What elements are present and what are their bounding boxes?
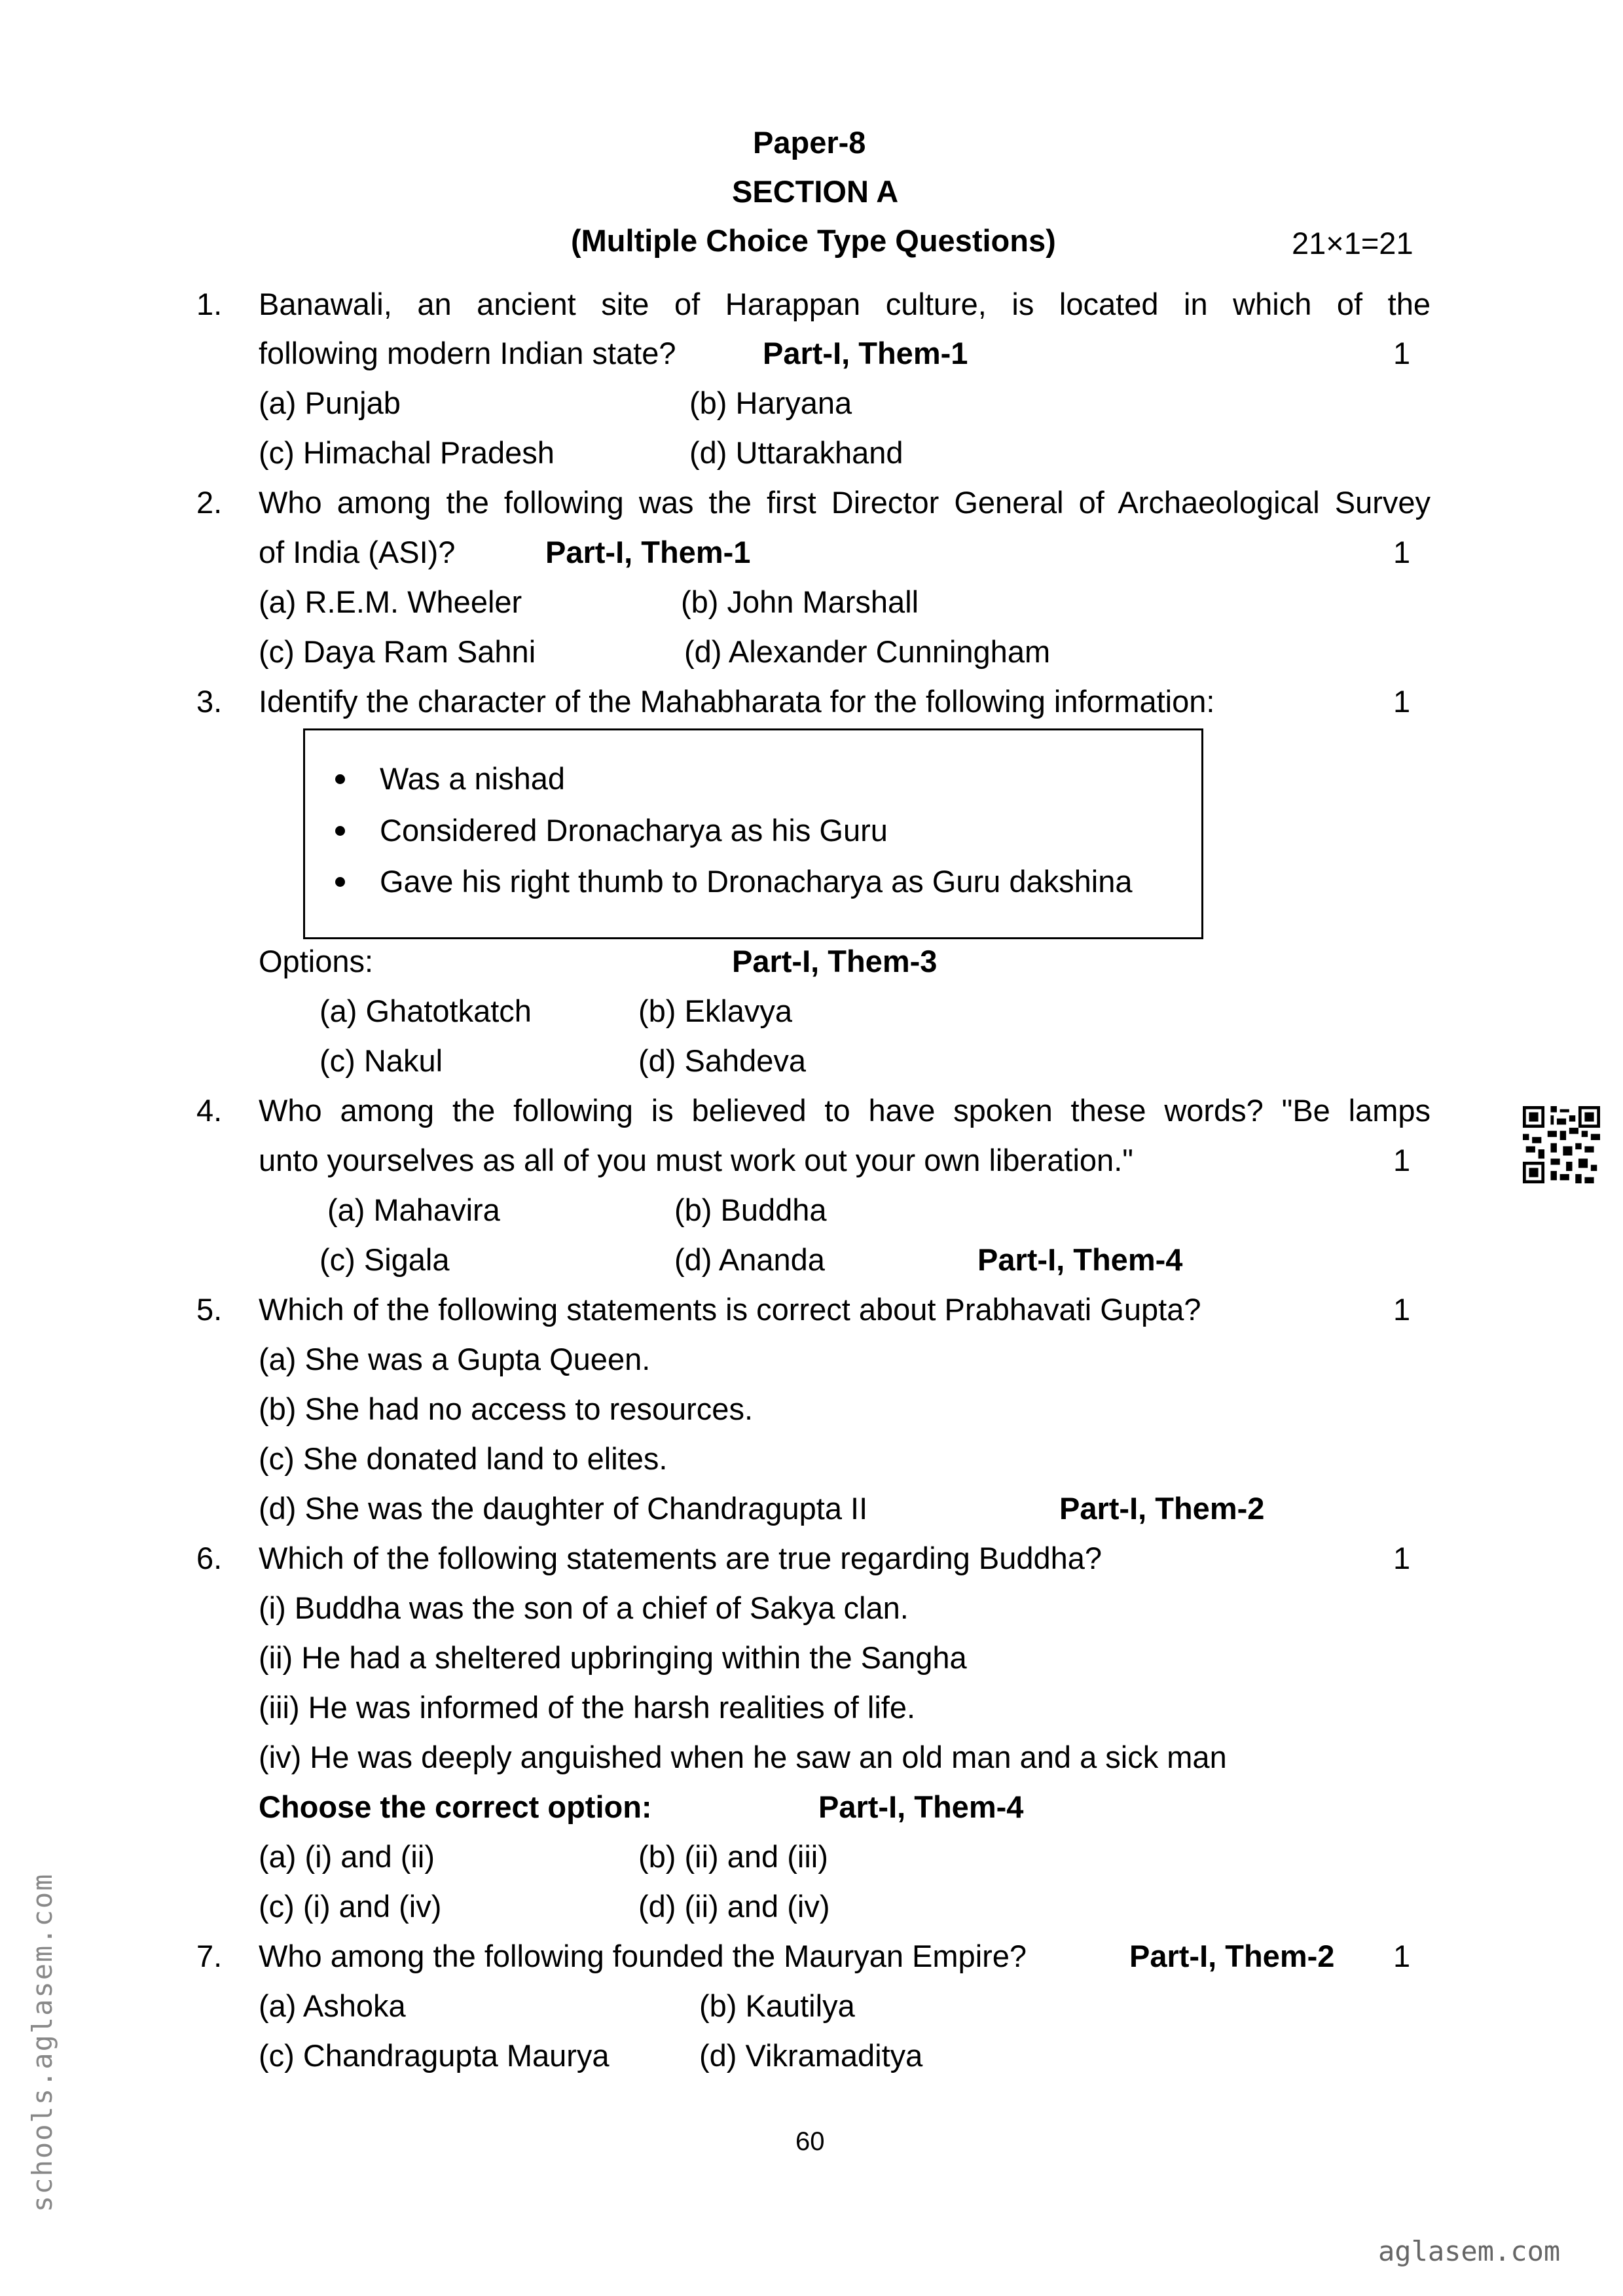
info-item: Was a nishad — [380, 761, 566, 796]
info-item: Considered Dronacharya as his Guru — [380, 813, 888, 848]
option: (b) Haryana — [689, 386, 852, 420]
option: (c) Chandragupta Maurya — [259, 2038, 610, 2073]
question-number: 6. — [196, 1541, 223, 1575]
option: (b) (ii) and (iii) — [638, 1839, 828, 1874]
option: (a) R.E.M. Wheeler — [259, 584, 522, 619]
statement: (iii) He was informed of the harsh realities of life. — [259, 1690, 916, 1725]
option: (a) Ashoka — [259, 1988, 406, 2023]
question-marks: 1 — [1393, 1541, 1411, 1575]
syllabus-ref: Part-I, Them-1 — [545, 535, 751, 569]
question-marks: 1 — [1393, 336, 1411, 370]
option: (a) She was a Gupta Queen. — [259, 1342, 651, 1376]
option: (a) Mahavira — [327, 1193, 500, 1227]
question-marks: 1 — [1393, 535, 1411, 569]
statement: (iv) He was deeply anguished when he saw an old man and a sick man — [259, 1740, 1227, 1774]
question-text: Who among the following was the first Director General of Archaeological Survey — [259, 485, 1431, 520]
bullet — [335, 826, 345, 836]
info-item: Gave his right thumb to Dronacharya as Guru dakshina — [380, 864, 1133, 899]
syllabus-ref: Part-I, Them-4 — [977, 1242, 1183, 1277]
question-number: 4. — [196, 1093, 223, 1128]
option: (c) Daya Ram Sahni — [259, 634, 536, 669]
syllabus-ref: Part-I, Them-4 — [818, 1789, 1024, 1824]
option: (d) She was the daughter of Chandragupta II — [259, 1491, 868, 1526]
option: (d) Vikramaditya — [699, 2038, 923, 2073]
option: (a) Ghatotkatch — [319, 994, 532, 1028]
question-text: following modern Indian state? — [259, 336, 676, 370]
question-text: Identify the character of the Mahabharata for the following information: — [259, 684, 1215, 719]
option: (d) Sahdeva — [638, 1043, 807, 1078]
option: (c) (i) and (iv) — [259, 1889, 442, 1924]
question-text: Which of the following statements is correct about Prabhavati Gupta? — [259, 1292, 1201, 1327]
option: (d) (ii) and (iv) — [638, 1889, 830, 1924]
option: (a) Punjab — [259, 386, 401, 420]
question-marks: 1 — [1393, 1143, 1411, 1177]
total-marks: 21×1=21 — [1292, 226, 1413, 260]
option: (d) Uttarakhand — [689, 435, 903, 470]
question-marks: 1 — [1393, 1939, 1411, 1973]
question-marks: 1 — [1393, 1292, 1411, 1327]
question-text: unto yourselves as all of you must work out your own liberation." — [259, 1143, 1133, 1177]
option: (a) (i) and (ii) — [259, 1839, 435, 1874]
options-label: Options: — [259, 944, 374, 978]
syllabus-ref: Part-I, Them-3 — [732, 944, 938, 978]
question-number: 5. — [196, 1292, 223, 1327]
paper-title: Paper-8 — [753, 125, 866, 160]
bullet — [335, 877, 345, 887]
page-number: 60 — [795, 2127, 825, 2156]
syllabus-ref: Part-I, Them-1 — [763, 336, 968, 370]
question-marks: 1 — [1393, 684, 1411, 719]
question-text: Which of the following statements are true regarding Buddha? — [259, 1541, 1103, 1575]
question-number: 7. — [196, 1939, 223, 1973]
choose-label: Choose the correct option: — [259, 1789, 652, 1824]
watermark-left: schools.aglasem.com — [26, 1873, 58, 2212]
syllabus-ref: Part-I, Them-2 — [1059, 1491, 1265, 1526]
option: (c) Himachal Pradesh — [259, 435, 555, 470]
option: (d) Ananda — [674, 1242, 825, 1277]
syllabus-ref: Part-I, Them-2 — [1129, 1939, 1335, 1973]
question-number: 3. — [196, 684, 223, 719]
option: (b) John Marshall — [681, 584, 919, 619]
option: (c) Sigala — [319, 1242, 450, 1277]
question-number: 1. — [196, 287, 223, 321]
question-text: Who among the following is believed to have spoken these words? "Be lamps — [259, 1093, 1431, 1128]
option: (b) Buddha — [674, 1193, 827, 1227]
question-text: Who among the following founded the Mauryan Empire? — [259, 1939, 1027, 1973]
option: (c) She donated land to elites. — [259, 1441, 668, 1476]
question-text: Banawali, an ancient site of Harappan culture, is located in which of the — [259, 287, 1431, 321]
section-subtitle: (Multiple Choice Type Questions) — [571, 223, 1056, 258]
statement: (i) Buddha was the son of a chief of Sakya clan. — [259, 1590, 909, 1625]
question-text: of India (ASI)? — [259, 535, 456, 569]
option: (b) Kautilya — [699, 1988, 855, 2023]
question-number: 2. — [196, 485, 223, 520]
statement: (ii) He had a sheltered upbringing within the Sangha — [259, 1640, 967, 1675]
option: (b) Eklavya — [638, 994, 793, 1028]
option: (b) She had no access to resources. — [259, 1391, 754, 1426]
option: (d) Alexander Cunningham — [684, 634, 1051, 669]
option: (c) Nakul — [319, 1043, 443, 1078]
watermark-right: aglasem.com — [1378, 2235, 1561, 2267]
qr-code-icon — [1523, 1106, 1600, 1183]
section-title: SECTION A — [732, 174, 899, 209]
bullet — [335, 774, 345, 784]
